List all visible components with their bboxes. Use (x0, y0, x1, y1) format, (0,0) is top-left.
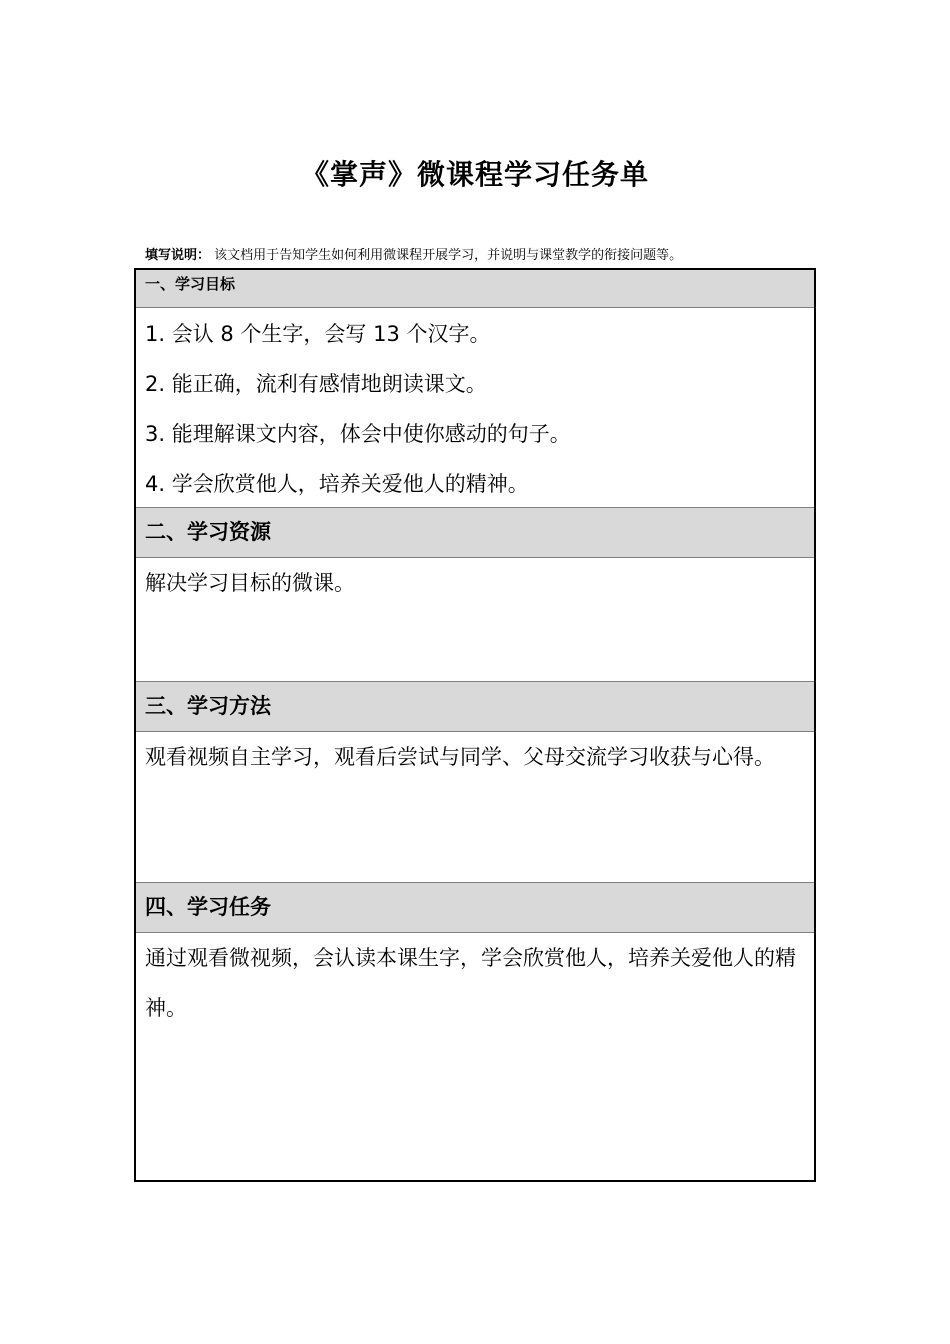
section-body-tasks (136, 933, 814, 1178)
section-heading-goals: 一、学习目标 (136, 270, 814, 308)
instructions-label: 填写说明： (145, 248, 211, 263)
goal-item: 1. 会认 8 个生字，会写 13 个汉字。 (145, 322, 491, 346)
document-title: 《掌声》微课程学习任务单 (300, 158, 649, 191)
resources-text: 解决学习目标的微课。 (145, 571, 355, 595)
section-body-goals (136, 309, 814, 507)
section-heading-resources: 二、学习资源 (136, 507, 814, 558)
goal-item: 4. 学会欣赏他人，培养关爱他人的精神。 (145, 472, 529, 496)
section-heading-tasks: 四、学习任务 (136, 882, 814, 933)
section-body-resources (136, 558, 814, 681)
tasks-text: 通过观看微视频，会认读本课生字，学会欣赏他人，培养关爱他人的精神。 (145, 946, 796, 1020)
section-body-methods (136, 732, 814, 882)
goal-item: 2. 能正确，流利有感情地朗读课文。 (145, 372, 487, 396)
fill-instructions (145, 246, 825, 266)
goal-item: 3. 能理解课文内容，体会中使你感动的句子。 (145, 422, 571, 446)
section-heading-methods: 三、学习方法 (136, 681, 814, 732)
instructions-text: 该文档用于告知学生如何利用微课程开展学习，并说明与课堂教学的衔接问题等。 (210, 248, 683, 263)
methods-text: 观看视频自主学习，观看后尝试与同学、父母交流学习收获与心得。 (145, 745, 775, 769)
task-form-table (134, 268, 816, 1182)
